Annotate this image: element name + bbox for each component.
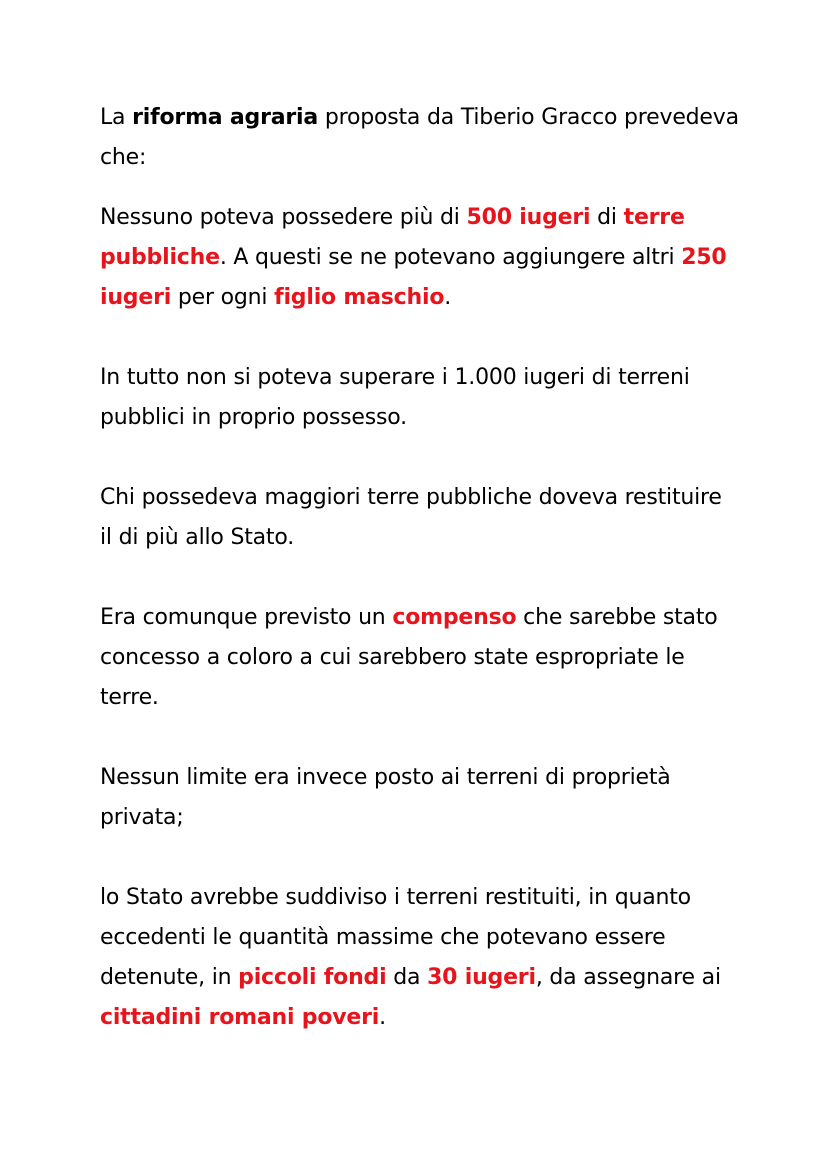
highlight-250-iugeri: 250 iugeri — [100, 245, 727, 310]
text-segment: Nessun limite era invece posto ai terreni di proprietà privata; — [100, 765, 671, 830]
paragraph-limite-500 — [100, 198, 740, 318]
text-segment: Nessuno poteva possedere più di — [100, 205, 467, 230]
text-segment: da — [386, 965, 428, 990]
emphasis-riforma-agraria: riforma agraria — [132, 105, 319, 130]
highlight-terre-pubbliche: terre pubbliche — [100, 205, 685, 270]
paragraph-suddivisione — [100, 878, 740, 1038]
text-segment: proposta da Tiberio Gracco prevedeva che: — [100, 105, 739, 170]
text-segment: . — [379, 1005, 386, 1030]
paragraph-intro — [100, 98, 740, 178]
highlight-piccoli-fondi: piccoli fondi — [238, 965, 387, 990]
paragraph-limite-1000 — [100, 358, 740, 438]
text-segment: che sarebbe stato concesso a coloro a cui sarebbero state espropriate le terre. — [100, 605, 718, 710]
text-segment: . A questi se ne potevano aggiungere altri — [219, 245, 682, 270]
text-segment: . — [444, 285, 452, 310]
text-segment: Era comunque previsto un — [100, 605, 393, 630]
text-segment: lo Stato avrebbe suddiviso i terreni restituiti, in quanto eccedenti le quantità massime che potevano essere detenute, in — [100, 885, 691, 990]
highlight-cittadini-romani-poveri: cittadini romani poveri — [100, 1005, 380, 1030]
text-segment: , da assegnare ai — [535, 965, 721, 990]
paragraph-restituzione — [100, 478, 740, 558]
paragraph-proprieta-privata — [100, 758, 740, 838]
text-segment: La — [100, 105, 133, 130]
highlight-figlio-maschio: figlio maschio — [274, 285, 445, 310]
text-segment: Chi possedeva maggiori terre pubbliche doveva restituire il di più allo Stato. — [100, 485, 722, 550]
document-page — [100, 98, 740, 1038]
highlight-30-iugeri: 30 iugeri — [427, 965, 536, 990]
text-segment: di — [590, 205, 624, 230]
highlight-compenso: compenso — [392, 605, 517, 630]
highlight-500-iugeri: 500 iugeri — [466, 205, 591, 230]
text-segment: per ogni — [171, 285, 275, 310]
paragraph-compenso — [100, 598, 740, 718]
text-segment: In tutto non si poteva superare i 1.000 iugeri di terreni pubblici in proprio possesso. — [100, 365, 690, 430]
